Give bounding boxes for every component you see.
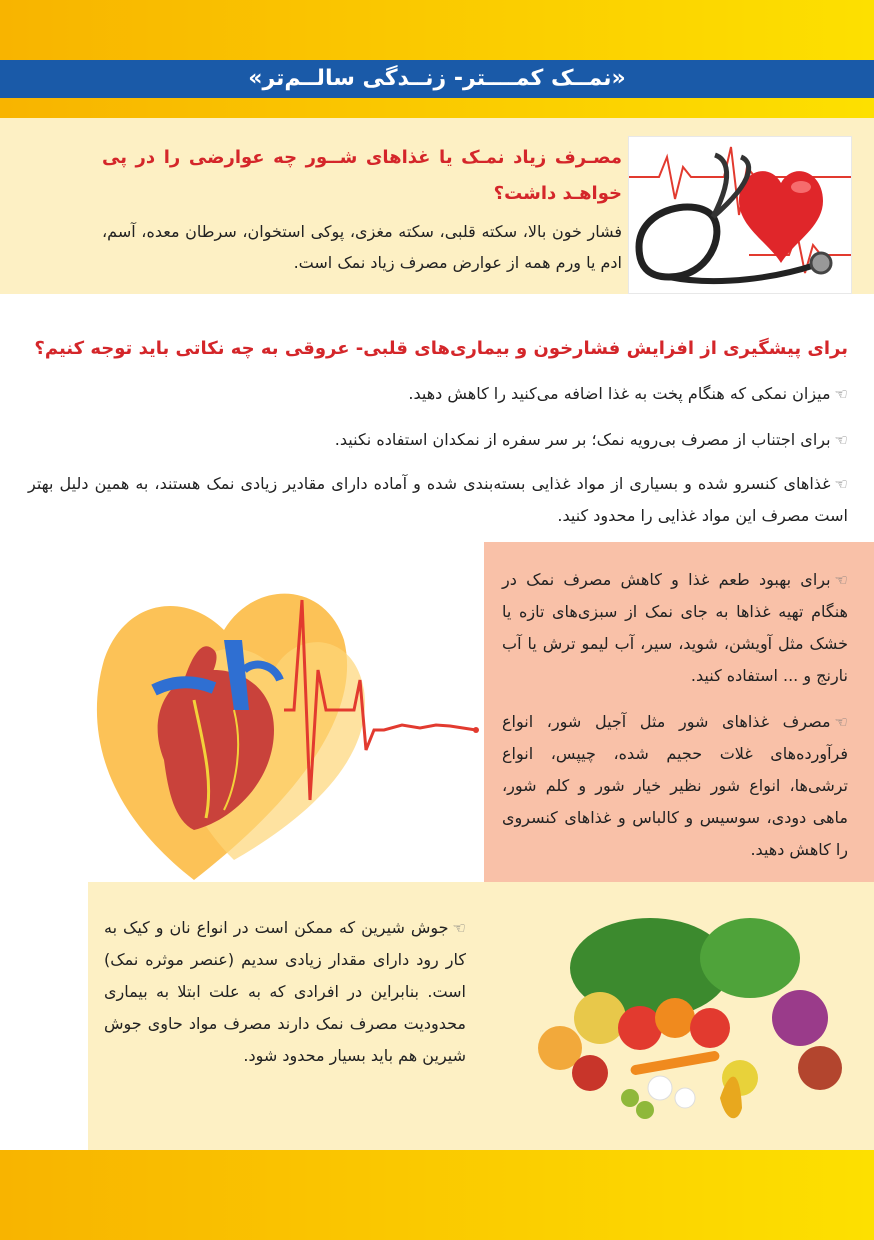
- stethoscope-heart-illustration: [629, 137, 851, 293]
- pointing-hand-icon: ☜: [834, 475, 848, 493]
- pointing-hand-icon: ☜: [834, 431, 848, 449]
- anatomical-heart-illustration: [84, 560, 484, 890]
- tip-text: غذاهای کنسرو شده و بسیاری از مواد غذایی بسته‌بندی شده و آماده دارای مقادیر زیادی نمک هستند، به همین دلیل بهتر است مصرف این مواد غذایی را محدود کنید.: [28, 474, 848, 525]
- pointing-hand-icon: ☜: [834, 571, 848, 589]
- prevention-question: برای پیشگیری از افزایش فشارخون و بیماری‌های قلبی- عروقی به چه نکاتی باید توجه کنیم؟: [34, 338, 848, 359]
- tip-item: [104, 912, 466, 1072]
- tip-item: [502, 706, 848, 866]
- pointing-hand-icon: ☜: [834, 713, 848, 731]
- bottom-yellow-band: [0, 1150, 874, 1240]
- tip-text: مصرف غذاهای شور مثل آجیل شور، انواع فرآورده‌های غلات حجیم شده، چیپس، انواع ترشی‌ها، انواع شور نظیر خیار شور و کلم شور، ماهی دودی، سوسیس و کالباس و غذاهای کنسروی را کاهش دهید.: [502, 712, 848, 859]
- tip-item: [28, 468, 848, 532]
- tip-text: برای اجتناب از مصرف بی‌رویه نمک؛ بر سر سفره از نمکدان استفاده نکنید.: [334, 430, 831, 449]
- intro-answer: فشار خون بالا، سکته قلبی، سکته مغزی، پوکی استخوان، سرطان معده، آسم، ادم یا ورم همه از عوارض مصرف زیاد نمک است.: [102, 222, 622, 272]
- top-yellow-band: [0, 0, 874, 60]
- tip-item: [502, 564, 848, 692]
- tip-item: [28, 424, 848, 456]
- pointing-hand-icon: ☜: [452, 919, 466, 937]
- tip-item: [28, 378, 848, 410]
- vegetables-illustration: [500, 898, 860, 1138]
- intro-question: مصـرف زیاد نمـک یا غذاهای شــور چه عوارضی را در پی خواهـد داشت؟: [102, 147, 622, 204]
- vegetables-image: [500, 898, 860, 1138]
- anatomical-heart-image: [84, 560, 484, 890]
- tip-text: برای بهبود طعم غذا و کاهش مصرف نمک در هنگام تهیه غذاها به جای نمک از سبزی‌های تازه یا خشک مثل آویشن، شوید، سیر، آب لیمو ترش یا آب نارنج و ... استفاده کنید.: [502, 570, 848, 685]
- page-title: «نمــک کمــــتر- زنــدگی سالــم‌تر»: [248, 66, 626, 91]
- pointing-hand-icon: ☜: [834, 385, 848, 403]
- tip-text: جوش شیرین که ممکن است در انواع نان و کیک به کار رود دارای مقدار زیادی سدیم (عنصر موثره نمک) است. بنابراین در افرادی که به علت ابتلا به بیماری محدودیت مصرف نمک دارند مصرف مواد حاوی جوش شیرین هم باید بسیار محدود شود.: [104, 918, 466, 1065]
- stethoscope-heart-image: [628, 136, 852, 294]
- tip-text: میزان نمکی که هنگام پخت به غذا اضافه می‌کنید را کاهش دهید.: [408, 384, 831, 403]
- under-title-band: [0, 98, 874, 118]
